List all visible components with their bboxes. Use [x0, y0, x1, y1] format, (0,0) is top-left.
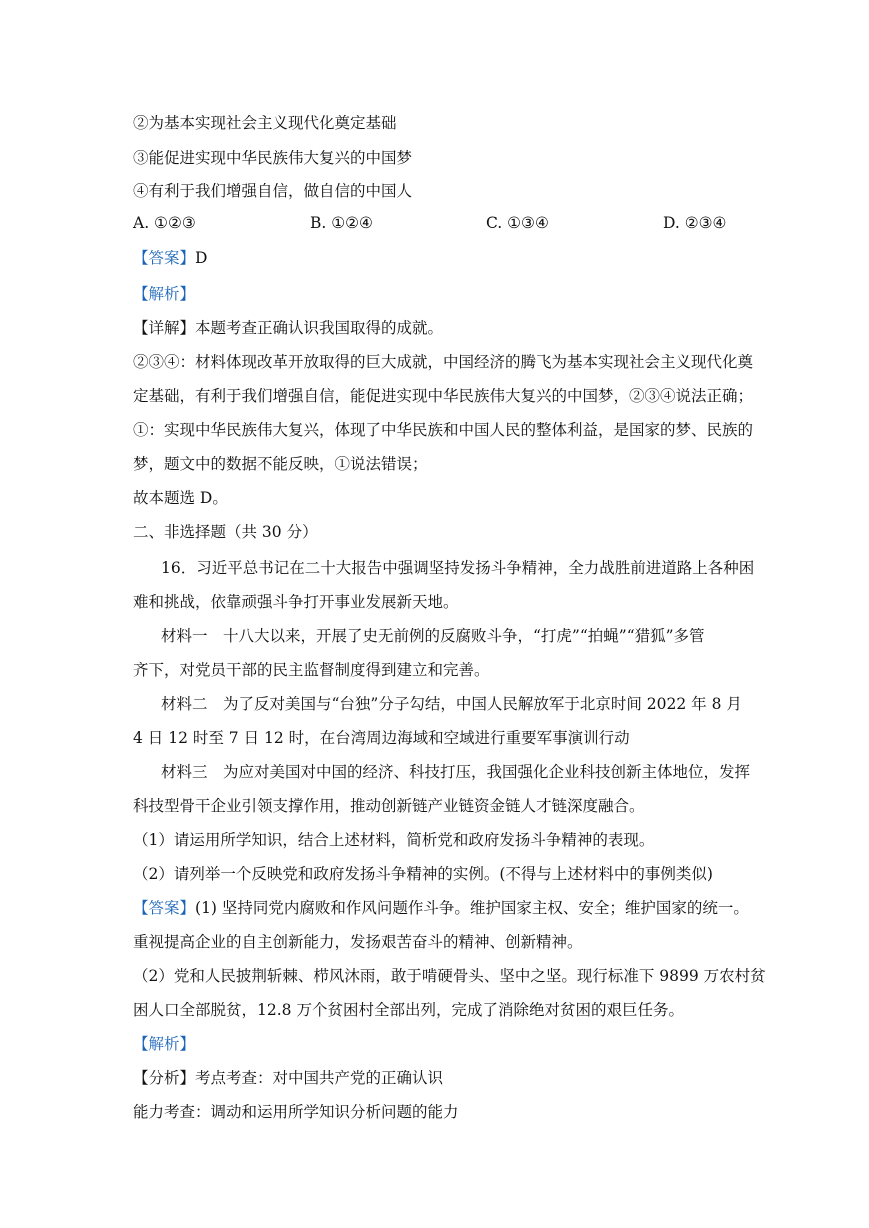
material3-line: 材料三 为应对美国对中国的经济、科技打压，我国强化企业科技创新主体地位，发挥 [161, 763, 751, 781]
statement-4: ④有利于我们增强自信，做自信的中国人 [133, 182, 413, 200]
statement-3: ③能促进实现中华民族伟大复兴的中国梦 [133, 149, 413, 167]
q16-answer-line: 重视提高企业的自主创新能力，发扬艰苦奋斗的精神、创新精神。 [133, 933, 583, 951]
ability-line: 能力考查：调动和运用所学知识分析问题的能力 [133, 1103, 459, 1121]
q16-stem-line: 难和挑战，依靠顽强斗争打开事业发展新天地。 [133, 593, 459, 611]
section-title: 二、非选择题（共 30 分） [133, 523, 318, 541]
analysis-tag: 【解析】 [133, 285, 196, 303]
material2-line: 材料二 为了反对美国与“台独”分子勾结，中国人民解放军于北京时间 2022 年 8 月 [161, 695, 742, 713]
sub-question-1: （1）请运用所学知识，结合上述材料，简析党和政府发扬斗争精神的表现。 [133, 831, 655, 849]
detail-line [133, 318, 443, 338]
q16-stem-line: 16．习近平总书记在二十大报告中强调坚持发扬斗争精神，全力战胜前进道路上各种困 [161, 559, 755, 577]
explanation-line: 故本题选 D。 [133, 489, 228, 507]
q16-answer-line: 困人口全部脱贫，12.8 万个贫困村全部出列，完成了消除绝对贫困的艰巨任务。 [133, 1001, 684, 1019]
q16-answer-tag: 【答案】 [133, 899, 196, 917]
q16-analysis-line [133, 1068, 443, 1088]
explanation-line: 梦，题文中的数据不能反映，①说法错误； [133, 455, 428, 473]
option-a: A. ①②③ [133, 214, 196, 232]
option-d: D. ②③④ [663, 214, 727, 232]
explanation-line: 定基础，有利于我们增强自信，能促进实现中华民族伟大复兴的中国梦，②③④说法正确； [133, 387, 754, 405]
q16-analysis-point: 考点考查：对中国共产党的正确认识 [195, 1069, 444, 1087]
answer-line [133, 248, 207, 268]
material2-line: 4 日 12 时至 7 日 12 时，在台湾周边海域和空域进行重要军事演训行动 [133, 729, 630, 747]
sub-question-2: （2）请列举一个反映党和政府发扬斗争精神的实例。(不得与上述材料中的事例类似) [133, 865, 713, 883]
statement-2: ②为基本实现社会主义现代化奠定基础 [133, 114, 397, 132]
option-b: B. ①②④ [310, 214, 373, 232]
material1-line: 齐下，对党员干部的民主监督制度得到建立和完善。 [133, 661, 490, 679]
option-c: C. ①③④ [486, 214, 549, 232]
answer-tag: 【答案】 [133, 249, 196, 267]
q16-analysis-tag2: 【分析】 [133, 1069, 196, 1087]
q16-analysis-tag: 【解析】 [133, 1035, 196, 1053]
explanation-line: ②③④：材料体现改革开放取得的巨大成就，中国经济的腾飞为基本实现社会主义现代化奠 [133, 353, 754, 371]
explanation-line: ①：实现中华民族伟大复兴，体现了中华民族和中国人民的整体利益，是国家的梦、民族的 [133, 421, 754, 439]
material3-line: 科技型骨干企业引领支撑作用，推动创新链产业链资金链人才链深度融合。 [133, 797, 645, 815]
q16-answer-line: （2）党和人民披荆斩棘、栉风沐雨，敢于啃硬骨头、坚中之坚。现行标准下 9899 万农村贫 [133, 967, 766, 985]
material1-line: 材料一 十八大以来，开展了史无前例的反腐败斗争，“打虎”“拍蝇”“猎狐”多管 [161, 627, 705, 645]
detail-text: 本题考查正确认识我国取得的成就。 [195, 319, 444, 337]
q16-answer-text: (1) 坚持同党内腐败和作风问题作斗争。维护国家主权、安全；维护国家的统一。 [195, 899, 749, 917]
q16-answer-line [133, 898, 749, 918]
detail-tag: 【详解】 [133, 319, 196, 337]
answer-value: D [195, 249, 208, 267]
